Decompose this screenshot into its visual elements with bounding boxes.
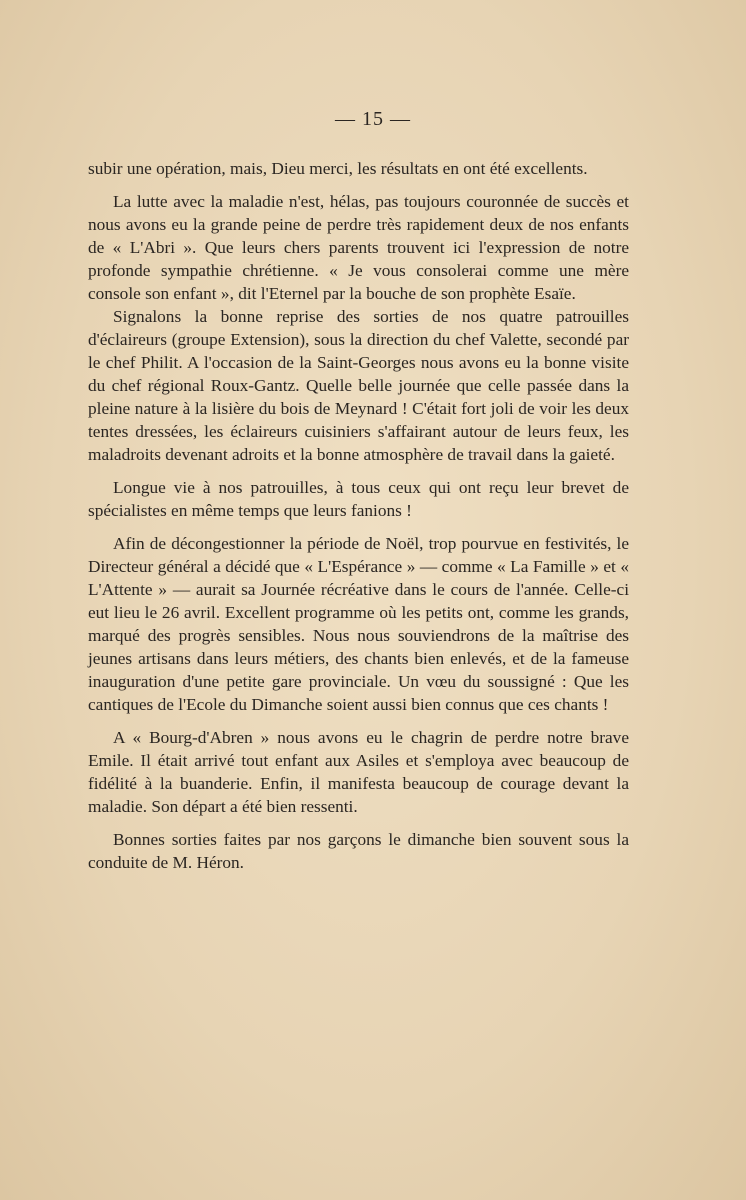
paragraph-continuation: subir une opération, mais, Dieu merci, les résultats en ont été excellents. — [88, 159, 588, 178]
paragraph-longue-vie: Longue vie à nos patrouilles, à tous ceux qui ont reçu leur brevet de spécialistes en même temps que leurs fanions ! — [88, 478, 629, 520]
body-text — [88, 157, 629, 874]
page-number: — 15 — — [335, 108, 411, 130]
paragraph-lalutte: La lutte avec la maladie n'est, hélas, pas toujours couronnée de succès et nous avons eu la grande peine de perdre très rapidement deux de nos enfants de « L'Abri ». Que leurs chers parents trouvent ici l'expression de notre profonde sympathie chrétienne. « Je vous consolerai comme une mère console son enfant », dit l'Eternel par la bouche de son prophète Esaïe. — [88, 192, 629, 303]
paragraph-bourg-dabren: A « Bourg-d'Abren » nous avons eu le chagrin de perdre notre brave Emile. Il était arrivé tout enfant aux Asiles et s'employa avec beaucoup de fidélité à la buanderie. Enfin, il manifesta beaucoup de courage devant la maladie. Son départ a été bien ressenti. — [88, 728, 629, 816]
paragraph-bonnes-sorties: Bonnes sorties faites par nos garçons le dimanche bien souvent sous la conduite de M. Héron. — [88, 830, 629, 872]
paragraph-signalons: Signalons la bonne reprise des sorties de nos quatre patrouilles d'éclaireurs (groupe Extension), sous la direction du chef Valette, secondé par le chef Philit. A l'occasion de la Saint-Georges nous avons eu la bonne visite du chef régional Roux-Gantz. Quelle belle journée que celle passée dans la pleine nature à la lisière du bois de Meynard ! C'était fort joli de voir les deux tentes dressées, les éclaireurs cuisiniers s'affairant autour de leurs feux, les maladroits devenant adroits et la bonne atmosphère de travail dans la gaieté. — [88, 307, 629, 464]
paragraph-afin: Afin de décongestionner la période de Noël, trop pourvue en festivités, le Directeur général a décidé que « L'Espérance » — comme « La Famille » et « L'Attente » — aurait sa Journée récréative dans le cours de l'année. Celle-ci eut lieu le 26 avril. Excellent programme où les petits ont, comme les grands, marqué des progrès sensibles. Nous nous souviendrons de la maîtrise des jeunes artisans dans leurs métiers, des chants bien enlevés, et de la fameuse inauguration d'une petite gare provinciale. Un vœu du soussigné : Que les cantiques de l'Ecole du Dimanche soient aussi bien connus que ces chants ! — [88, 534, 629, 714]
